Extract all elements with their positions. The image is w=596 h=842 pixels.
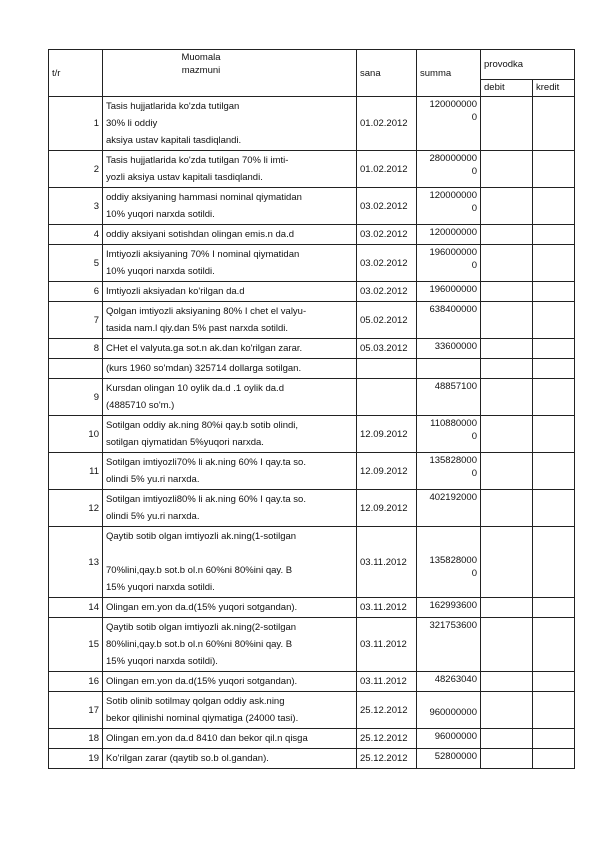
row-debit: [481, 245, 533, 282]
row-date: 03.11.2012: [357, 672, 417, 692]
header-num: t/r: [49, 50, 103, 97]
row-date: 12.09.2012: [357, 453, 417, 490]
header-debit: debit: [481, 80, 533, 97]
row-description: CHet el valyuta.ga sot.n ak.dan ko'rilgan zarar.: [103, 339, 357, 359]
row-number: 8: [49, 339, 103, 359]
header-description: Muomala mazmuni: [103, 50, 357, 97]
row-date: [357, 359, 417, 379]
row-number: 13: [49, 527, 103, 598]
row-number: 2: [49, 151, 103, 188]
row-kredit: [533, 729, 575, 749]
row-number: 15: [49, 618, 103, 672]
row-debit: [481, 97, 533, 151]
table-row: [49, 490, 575, 527]
row-debit: [481, 729, 533, 749]
row-description: Qolgan imtiyozli aksiyaning 80% I chet el valyu- tasida nam.l qiy.dan 5% past narxda sotildi.: [103, 302, 357, 339]
row-sum: 321753600: [417, 618, 481, 672]
row-kredit: [533, 302, 575, 339]
row-number: 11: [49, 453, 103, 490]
row-date: 05.03.2012: [357, 339, 417, 359]
row-description: Imtiyozli aksiyaning 70% I nominal qiymatidan 10% yuqori narxda sotildi.: [103, 245, 357, 282]
header-sum: summa: [417, 50, 481, 97]
row-kredit: [533, 245, 575, 282]
row-kredit: [533, 188, 575, 225]
row-sum: 96000000: [417, 729, 481, 749]
row-debit: [481, 302, 533, 339]
row-number: [49, 359, 103, 379]
row-debit: [481, 527, 533, 598]
table-row: [49, 416, 575, 453]
row-number: 19: [49, 749, 103, 769]
row-date: 25.12.2012: [357, 729, 417, 749]
row-debit: [481, 416, 533, 453]
row-number: 3: [49, 188, 103, 225]
row-date: [357, 379, 417, 416]
table-row: [49, 453, 575, 490]
row-kredit: [533, 359, 575, 379]
row-debit: [481, 282, 533, 302]
row-number: 12: [49, 490, 103, 527]
row-kredit: [533, 692, 575, 729]
row-debit: [481, 379, 533, 416]
row-sum: 135828000 0: [417, 527, 481, 598]
table-row: [49, 339, 575, 359]
row-number: 5: [49, 245, 103, 282]
row-sum: 960000000: [417, 692, 481, 729]
row-description: Olingan em.yon da.d(15% yuqori sotgandan).: [103, 672, 357, 692]
row-sum: 33600000: [417, 339, 481, 359]
row-number: 1: [49, 97, 103, 151]
row-sum: 196000000 0: [417, 245, 481, 282]
row-sum: 280000000 0: [417, 151, 481, 188]
row-date: 25.12.2012: [357, 692, 417, 729]
row-description: Qaytib sotib olgan imtiyozli ak.ning(2-sotilgan 80%lini,qay.b sot.b ol.n 60%ni 80%ini qay. B 15% yuqori narxda sotildi).: [103, 618, 357, 672]
row-description: Sotilgan oddiy ak.ning 80%i qay.b sotib olindi, sotilgan qiymatidan 5%yuqori narxda.: [103, 416, 357, 453]
table-row: [49, 379, 575, 416]
row-sum: 120000000 0: [417, 188, 481, 225]
table-row: [49, 151, 575, 188]
table-row: [49, 359, 575, 379]
row-kredit: [533, 527, 575, 598]
row-date: 05.02.2012: [357, 302, 417, 339]
table-row: [49, 598, 575, 618]
row-kredit: [533, 225, 575, 245]
table-row: [49, 729, 575, 749]
header-date: sana: [357, 50, 417, 97]
row-number: 10: [49, 416, 103, 453]
row-kredit: [533, 97, 575, 151]
header-kredit: kredit: [533, 80, 575, 97]
row-description: Sotilgan imtiyozli70% li ak.ning 60% I qay.ta so. olindi 5% yu.ri narxda.: [103, 453, 357, 490]
row-kredit: [533, 379, 575, 416]
header-provodka: provodka: [481, 50, 575, 80]
row-date: 03.02.2012: [357, 245, 417, 282]
row-date: 25.12.2012: [357, 749, 417, 769]
row-sum: 196000000: [417, 282, 481, 302]
row-kredit: [533, 618, 575, 672]
table-row: [49, 225, 575, 245]
row-number: 18: [49, 729, 103, 749]
row-kredit: [533, 598, 575, 618]
row-debit: [481, 490, 533, 527]
row-number: 14: [49, 598, 103, 618]
row-date: 03.02.2012: [357, 225, 417, 245]
row-debit: [481, 225, 533, 245]
row-sum: 120000000: [417, 225, 481, 245]
row-description: Sotilgan imtiyozli80% li ak.ning 60% I qay.ta so. olindi 5% yu.ri narxda.: [103, 490, 357, 527]
ledger-body: [49, 97, 575, 769]
row-description: Sotib olinib sotilmay qolgan oddiy ask.ning bekor qilinishi nominal qiymatiga (24000 tasi).: [103, 692, 357, 729]
row-debit: [481, 359, 533, 379]
row-date: 03.11.2012: [357, 527, 417, 598]
row-number: 17: [49, 692, 103, 729]
row-sum: 135828000 0: [417, 453, 481, 490]
row-debit: [481, 749, 533, 769]
row-number: 6: [49, 282, 103, 302]
table-row: [49, 527, 575, 598]
row-description: Qaytib sotib olgan imtiyozli ak.ning(1-sotilgan 70%lini,qay.b sot.b ol.n 60%ni 80%ini qay. B 15% yuqori narxda sotildi.: [103, 527, 357, 598]
table-row: [49, 618, 575, 672]
row-date: 01.02.2012: [357, 97, 417, 151]
table-row: [49, 302, 575, 339]
row-debit: [481, 618, 533, 672]
row-description: oddiy aksiyaning hammasi nominal qiymatidan 10% yuqori narxda sotildi.: [103, 188, 357, 225]
row-sum: 52800000: [417, 749, 481, 769]
row-number: 4: [49, 225, 103, 245]
table-row: [49, 672, 575, 692]
row-description: (kurs 1960 so'mdan) 325714 dollarga sotilgan.: [103, 359, 357, 379]
table-row: [49, 245, 575, 282]
row-description: Olingan em.yon da.d(15% yuqori sotgandan).: [103, 598, 357, 618]
row-date: 12.09.2012: [357, 490, 417, 527]
header-row: [49, 50, 575, 80]
row-sum: [417, 359, 481, 379]
row-description: Imtiyozli aksiyadan ko'rilgan da.d: [103, 282, 357, 302]
row-debit: [481, 598, 533, 618]
row-sum: 162993600: [417, 598, 481, 618]
row-date: 03.02.2012: [357, 188, 417, 225]
row-kredit: [533, 453, 575, 490]
row-description: Tasis hujjatlarida ko'zda tutilgan 70% li imti- yozli aksiya ustav kapitali tasdiqlandi.: [103, 151, 357, 188]
row-number: 16: [49, 672, 103, 692]
row-debit: [481, 151, 533, 188]
row-date: 12.09.2012: [357, 416, 417, 453]
row-description: Ko'rilgan zarar (qaytib so.b ol.gandan).: [103, 749, 357, 769]
row-kredit: [533, 282, 575, 302]
row-description: Tasis hujjatlarida ko'zda tutilgan 30% li oddiy aksiya ustav kapitali tasdiqlandi.: [103, 97, 357, 151]
row-sum: 48857100: [417, 379, 481, 416]
row-number: 7: [49, 302, 103, 339]
row-debit: [481, 339, 533, 359]
row-kredit: [533, 339, 575, 359]
row-sum: 48263040: [417, 672, 481, 692]
row-sum: 110880000 0: [417, 416, 481, 453]
row-kredit: [533, 416, 575, 453]
row-debit: [481, 453, 533, 490]
row-date: 01.02.2012: [357, 151, 417, 188]
row-sum: 120000000 0: [417, 97, 481, 151]
table-row: [49, 692, 575, 729]
row-description: oddiy aksiyani sotishdan olingan emis.n da.d: [103, 225, 357, 245]
row-description: Olingan em.yon da.d 8410 dan bekor qil.n qisga: [103, 729, 357, 749]
row-description: Kursdan olingan 10 oylik da.d .1 oylik da.d (4885710 so'm.): [103, 379, 357, 416]
row-date: 03.11.2012: [357, 598, 417, 618]
row-kredit: [533, 749, 575, 769]
row-kredit: [533, 672, 575, 692]
table-row: [49, 282, 575, 302]
row-number: 9: [49, 379, 103, 416]
row-debit: [481, 188, 533, 225]
row-kredit: [533, 151, 575, 188]
row-debit: [481, 672, 533, 692]
table-row: [49, 188, 575, 225]
row-sum: 402192000: [417, 490, 481, 527]
row-date: 03.02.2012: [357, 282, 417, 302]
table-row: [49, 749, 575, 769]
row-kredit: [533, 490, 575, 527]
row-debit: [481, 692, 533, 729]
ledger-table: [48, 49, 575, 769]
row-sum: 638400000: [417, 302, 481, 339]
row-date: 03.11.2012: [357, 618, 417, 672]
table-row: [49, 97, 575, 151]
